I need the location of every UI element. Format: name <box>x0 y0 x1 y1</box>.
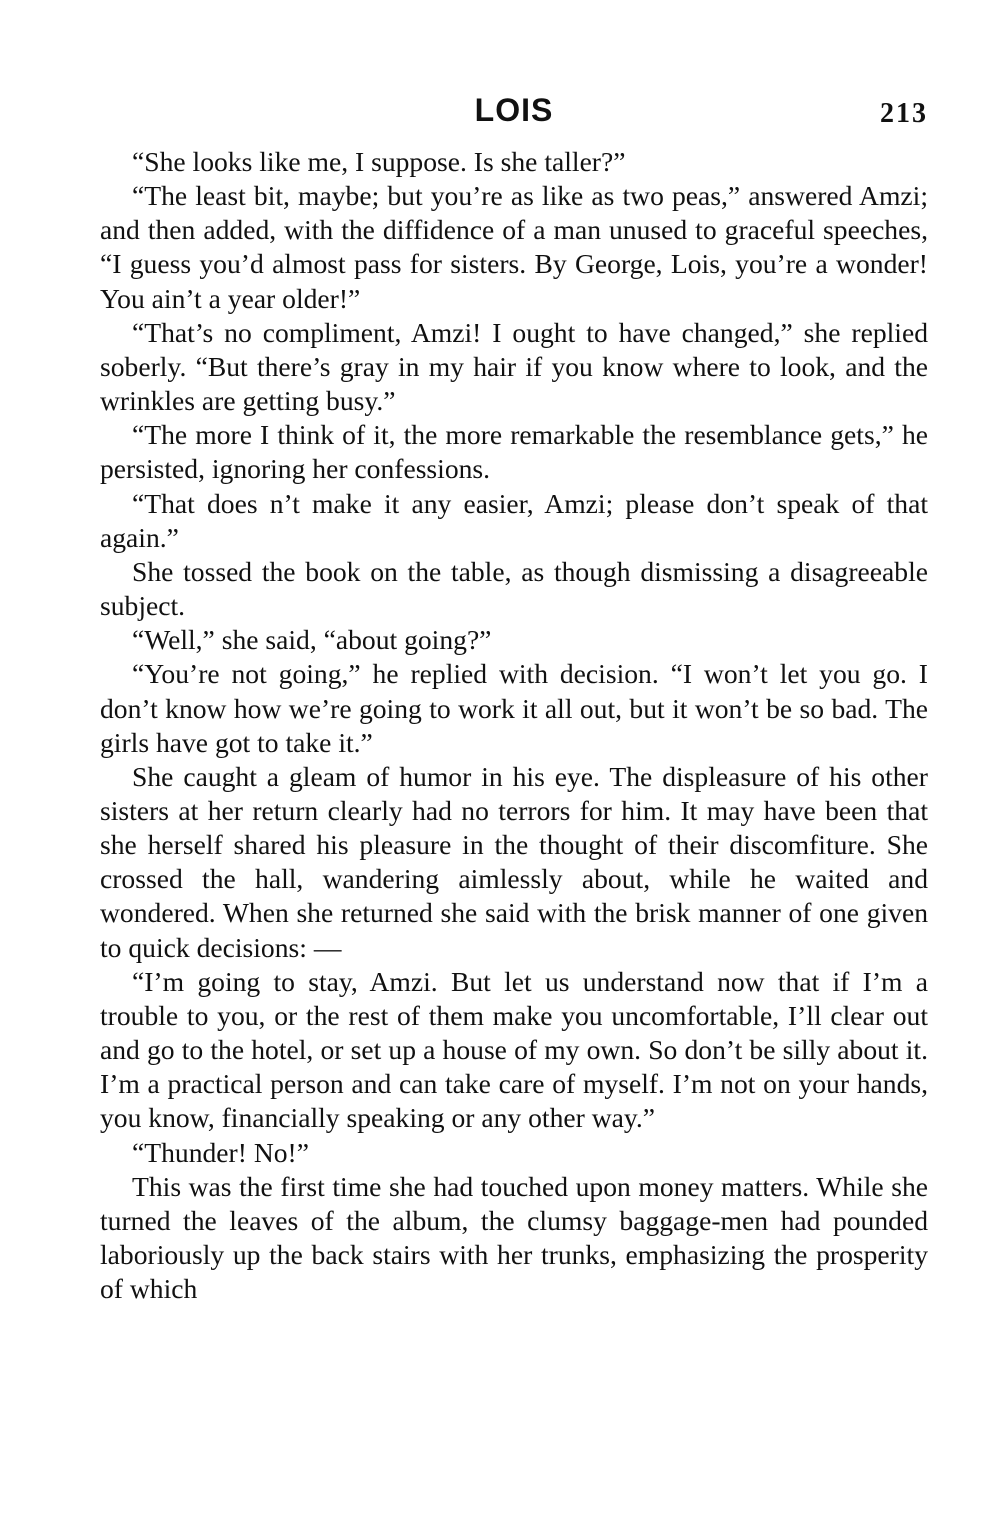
body-text <box>100 145 928 1306</box>
paragraph: She tossed the book on the table, as though dismissing a disagreeable subject. <box>100 555 928 622</box>
running-title: LOIS <box>474 92 554 128</box>
paragraph: “She looks like me, I suppose. Is she taller?” <box>132 146 626 177</box>
paragraph: “Thunder! No!” <box>132 1136 309 1168</box>
paragraph: “I’m going to stay, Amzi. But let us understand now that if I’m a trouble to you, or the rest of them make you uncomfortable, I’ll clear out and go to the hotel, or set up a house of my own. So don’t be silly about it. I’m a practical person and can take care of myself. I’m not on your hands, you know, financially speaking or any other way.” <box>100 965 928 1134</box>
running-header <box>100 88 928 132</box>
paragraph: “The more I think of it, the more remarkable the resemblance gets,” he persisted, ignoring her confessions. <box>100 419 928 485</box>
paragraph: “That does n’t make it any easier, Amzi; please don’t speak of that again.” <box>100 487 928 553</box>
paragraph: “That’s no compliment, Amzi! I ought to have changed,” she replied soberly. “But there’s gray in my hair if you know where to look, and the wrinkles are getting busy.” <box>100 316 928 417</box>
paragraph: This was the first time she had touched upon money matters. While she turned the leaves of the album, the clumsy baggage-men had pounded laboriously up the back stairs with her trunks, emphasizing the prosperity of which <box>100 1170 928 1305</box>
paragraph: “The least bit, maybe; but you’re as like as two peas,” answered Amzi; and then added, with the diffidence of a man unused to graceful speeches, “I guess you’d almost pass for sisters. By George, Lois, you’re a wonder! You ain’t a year older!” <box>100 180 928 314</box>
paragraph: “Well,” she said, “about going?” <box>132 624 492 656</box>
page-number: 213 <box>880 98 928 129</box>
paragraph: “You’re not going,” he replied with decision. “I won’t let you go. I don’t know how we’re going to work it all out, but it won’t be so bad. The girls have got to take it.” <box>100 658 928 758</box>
paragraph: She caught a gleam of humor in his eye. The displeasure of his other sisters at her return clearly had no terrors for him. It may have been that she herself shared his pleasure in the thought of their discomfiture. She crossed the hall, wandering aimlessly about, while he waited and wondered. When she returned she said with the brisk manner of one given to quick decisions: — <box>100 760 928 963</box>
